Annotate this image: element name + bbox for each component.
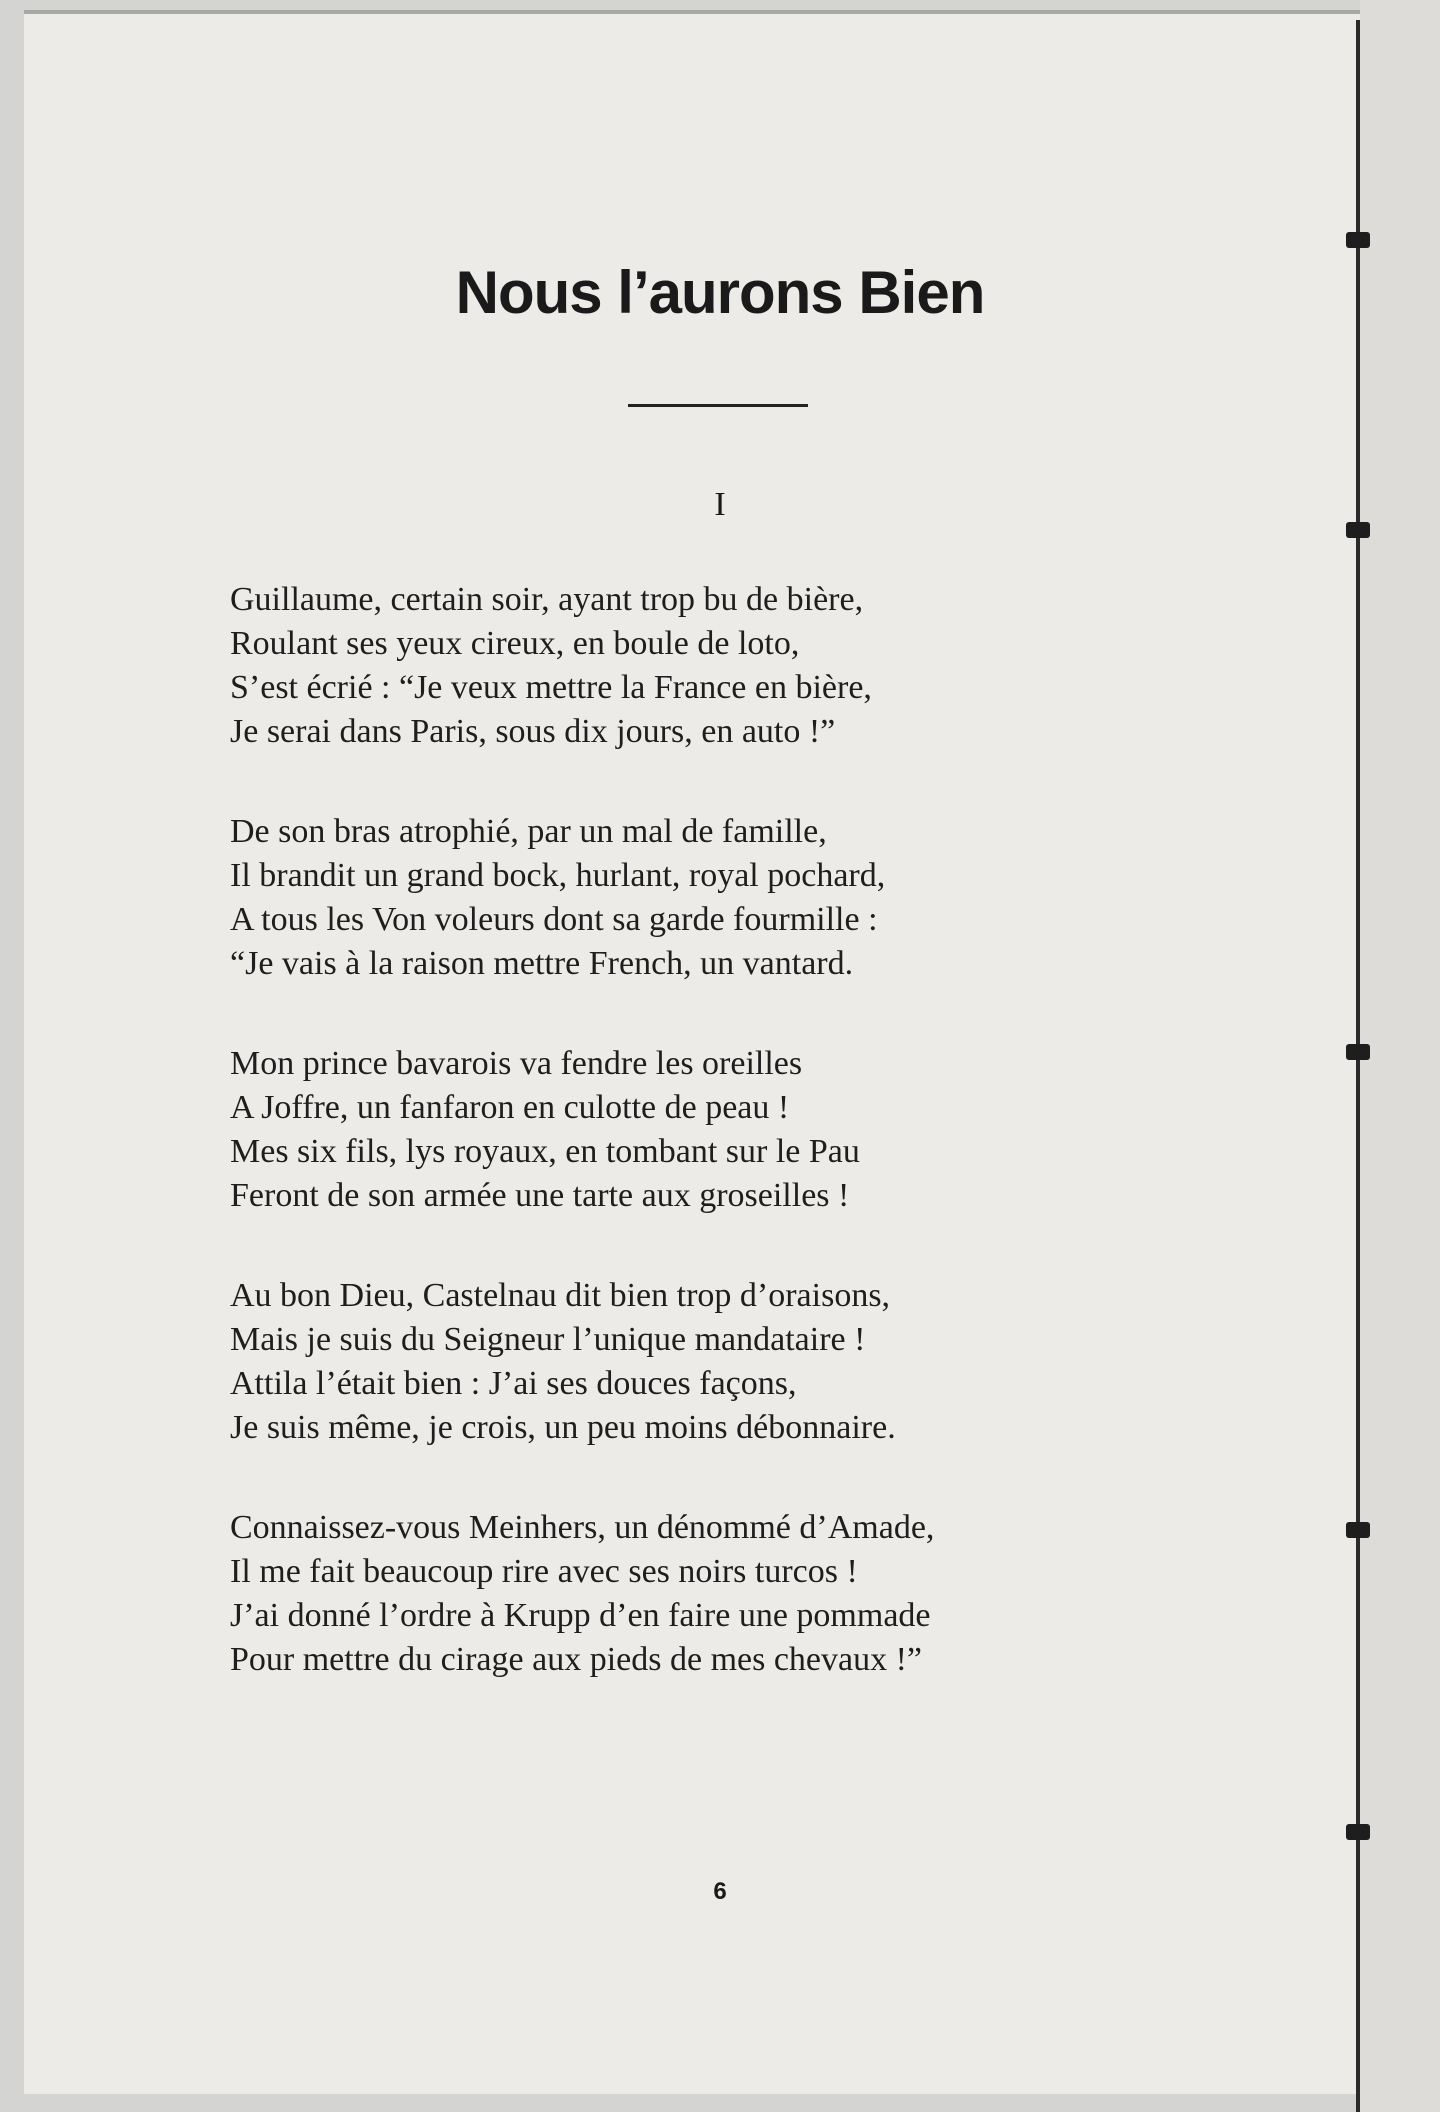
poem-line: A tous les Von voleurs dont sa garde fourmille : [230,901,878,938]
poem-line: A Joffre, un fanfaron en culotte de peau ! [230,1089,790,1126]
poem-line: Roulant ses yeux cireux, en boule de loto, [230,625,800,662]
poem-line: Mon prince bavarois va fendre les oreilles [230,1045,803,1082]
stanza [230,1042,1230,1218]
stanza [230,810,1230,986]
staple-mark [1346,522,1370,538]
poem-line: J’ai donné l’ordre à Krupp d’en faire une pommade [230,1597,931,1634]
staple-mark [1346,1044,1370,1060]
poem-line: Au bon Dieu, Castelnau dit bien trop d’oraisons, [230,1277,891,1314]
stanza [230,1506,1230,1682]
poem-line: Mes six fils, lys royaux, en tombant sur le Pau [230,1133,860,1170]
poem-line: Je serai dans Paris, sous dix jours, en auto !” [230,713,836,750]
poem-line: “Je vais à la raison mettre French, un vantard. [230,945,854,982]
binding-spine [1356,20,1360,2112]
poem-line: Connaissez-vous Meinhers, un dénommé d’Amade, [230,1509,935,1546]
poem-line: De son bras atrophié, par un mal de famille, [230,813,827,850]
poem-line: S’est écrié : “Je veux mettre la France en bière, [230,669,872,706]
staple-mark [1346,1522,1370,1538]
stanza [230,1274,1230,1450]
poem-line: Attila l’était bien : J’ai ses douces façons, [230,1365,797,1402]
title-divider [628,404,808,407]
page-number: 6 [713,1878,727,1905]
poem-line: Il me fait beaucoup rire avec ses noirs turcos ! [230,1553,858,1590]
poem-body [230,578,1230,1738]
poem-line: Feront de son armée une tarte aux groseilles ! [230,1177,850,1214]
page-title: Nous l’aurons Bien [455,259,985,326]
poem-line: Guillaume, certain soir, ayant trop bu de bière, [230,581,864,618]
staple-mark [1346,232,1370,248]
poem-line: Je suis même, je crois, un peu moins débonnaire. [230,1409,896,1446]
staple-mark [1346,1824,1370,1840]
poem-line: Il brandit un grand bock, hurlant, royal pochard, [230,857,886,894]
section-number: I [714,486,726,523]
poem-line: Mais je suis du Seigneur l’unique mandataire ! [230,1321,866,1358]
poem-line: Pour mettre du cirage aux pieds de mes chevaux !” [230,1641,923,1678]
stanza [230,578,1230,754]
